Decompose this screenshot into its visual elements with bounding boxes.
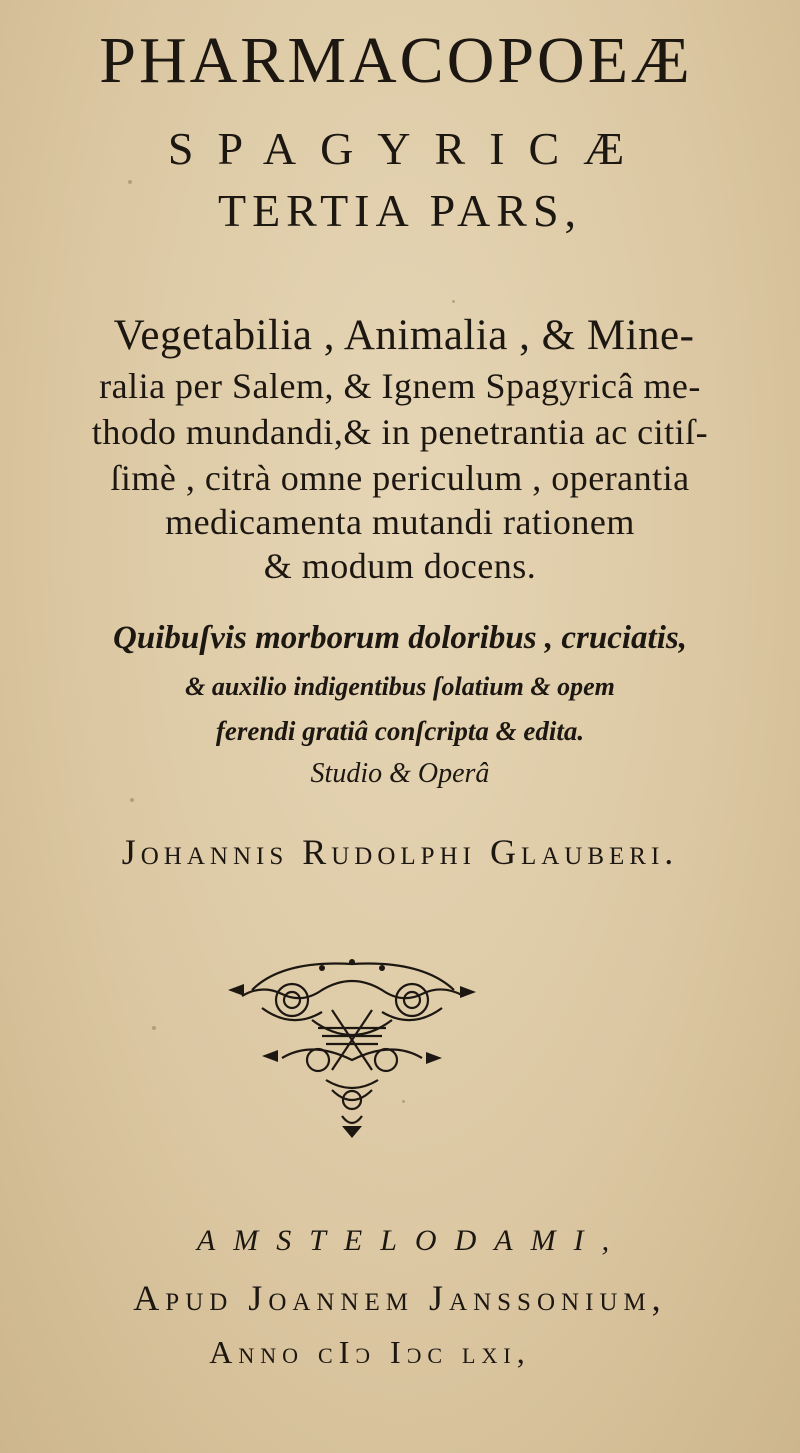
part-designation: TERTIA PARS, [217,185,583,236]
description-line: Vegetabilia , Animalia , & Mine- [113,312,695,359]
description-line: thodo mundandi,& in penetrantia ac citiſ- [91,412,709,452]
imprint-city: AMSTELODAMI, [196,1224,628,1257]
description-line: ſimè , citrà omne periculum , operantia [110,458,690,498]
author-name: Johannis Rudolphi Glauberi. [121,832,679,872]
imprint-printer: Apud Joannem Janssonium, [133,1278,667,1318]
dedication-line: & auxilio indigentibus ſolatium & opem [185,672,615,701]
main-title: PHARMACOPOEÆ [99,24,693,97]
paper-speck [128,180,132,184]
imprint-year: Anno cIɔ Iɔc lxi, [209,1334,531,1370]
paper-speck [402,1100,405,1103]
paper-speck [130,798,134,802]
paper-speck [152,1026,156,1030]
dedication-line: Quibuſvis morborum doloribus , cruciatis, [113,620,687,656]
dedication-line: Studio & Operâ [310,758,490,789]
description-line: ralia per Salem, & Ignem Spagyricâ me- [99,366,701,406]
description-line: & modum docens. [263,546,537,586]
subtitle-spagyricae: SPAGYRICÆ [167,123,649,174]
dedication-line: ferendi gratiâ conſcripta & edita. [215,716,585,746]
paper-speck [452,300,455,303]
description-line: medicamenta mutandi rationem [165,502,635,542]
printers-ornament-icon [222,950,482,1140]
